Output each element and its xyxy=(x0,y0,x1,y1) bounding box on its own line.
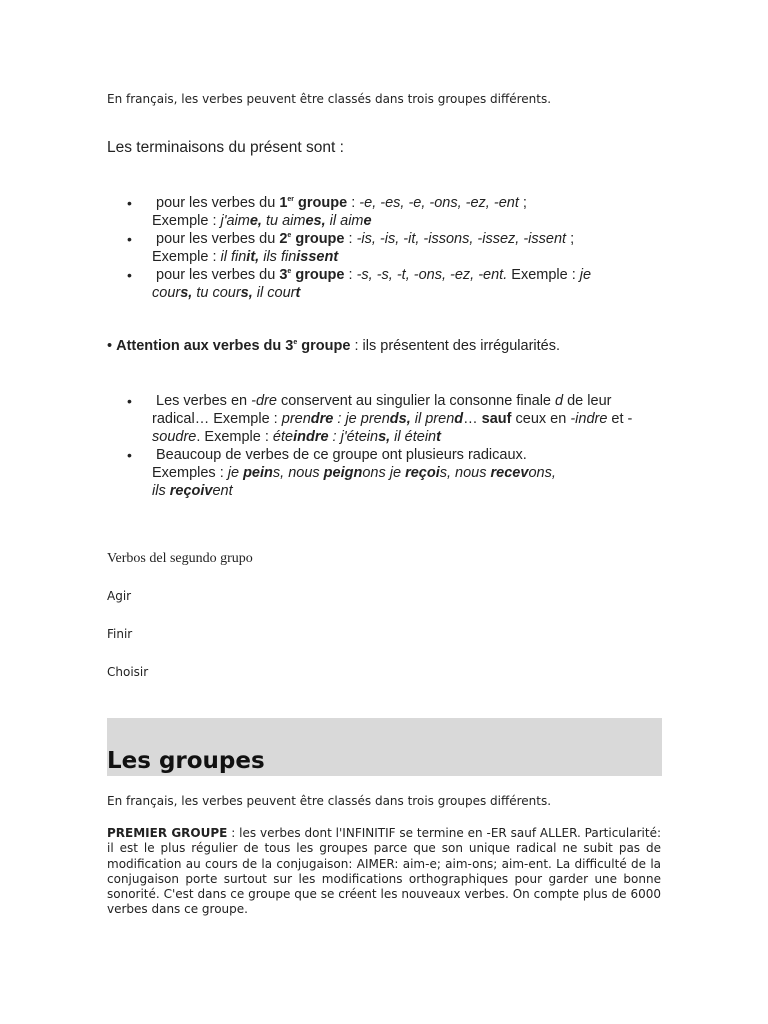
intro-text: En français, les verbes peuvent être classés dans trois groupes différents. xyxy=(107,92,552,106)
terminaisons-heading: Les terminaisons du présent sont : xyxy=(107,139,344,156)
list-item: • pour les verbes du 2e groupe : -is, -is, -it, -issons, -issez, -issent ; Exemple : il finit, ils finissent xyxy=(107,230,647,266)
example-line: cours, tu cours, il court xyxy=(152,285,301,301)
list-item: • pour les verbes du 3e groupe : -s, -s, -t, -ons, -ez, -ent. Exemple : je cours, tu cours, il court xyxy=(107,266,647,302)
section-banner xyxy=(107,718,662,776)
endings-list xyxy=(107,194,647,302)
section-intro: En français, les verbes peuvent être classés dans trois groupes différents. xyxy=(107,794,552,808)
example-line: Exemple : j'aime, tu aimes, il aime xyxy=(152,213,372,229)
list-item: • pour les verbes du 1er groupe : -e, -es, -e, -ons, -ez, -ent ; Exemple : j'aime, tu aimes, il aime xyxy=(107,194,647,230)
verb-item: Choisir xyxy=(107,665,149,679)
section-title: Les groupes xyxy=(107,748,265,774)
premier-groupe-paragraph: PREMIER GROUPE : les verbes dont l'INFINITIF se termine en -ER sauf ALLER. Particularité: il est le plus régulier de tous les groupes parce que son unique radical ne subit pas de modification au cours de la conjugaison: AIMER: aim-e; aim-ons; aim-ent. La difficulté de la conjugaison porte surtout sur les modifications orthographiques pour garder une bonne sonorité. C'est dans ce groupe que se créent les nouveaux verbes. On compte plus de 6000 verbes dans ce groupe. xyxy=(107,826,661,917)
list-item: • Beaucoup de verbes de ce groupe ont plusieurs radicaux. Exemples : je peins, nous peignons je reçois, nous recevons, ils reçoivent xyxy=(107,446,647,500)
attention-line: • Attention aux verbes du 3e groupe : ils présentent des irrégularités. xyxy=(107,338,560,354)
example-line: Exemple : il finit, ils finissent xyxy=(152,249,339,265)
irregularities-list xyxy=(107,392,647,500)
verb-item: Agir xyxy=(107,589,132,603)
verbos-title: Verbos del segundo grupo xyxy=(107,551,253,566)
premier-groupe-label: PREMIER GROUPE xyxy=(107,826,228,840)
verb-item: Finir xyxy=(107,627,133,641)
list-item: • Les verbes en -dre conservent au singulier la consonne finale d de leur radical… Exemple : prendre : je prends, il prend… sauf ceux en -indre et - soudre. Exemple : éteindre : j'éteins, il éteint xyxy=(107,392,647,446)
